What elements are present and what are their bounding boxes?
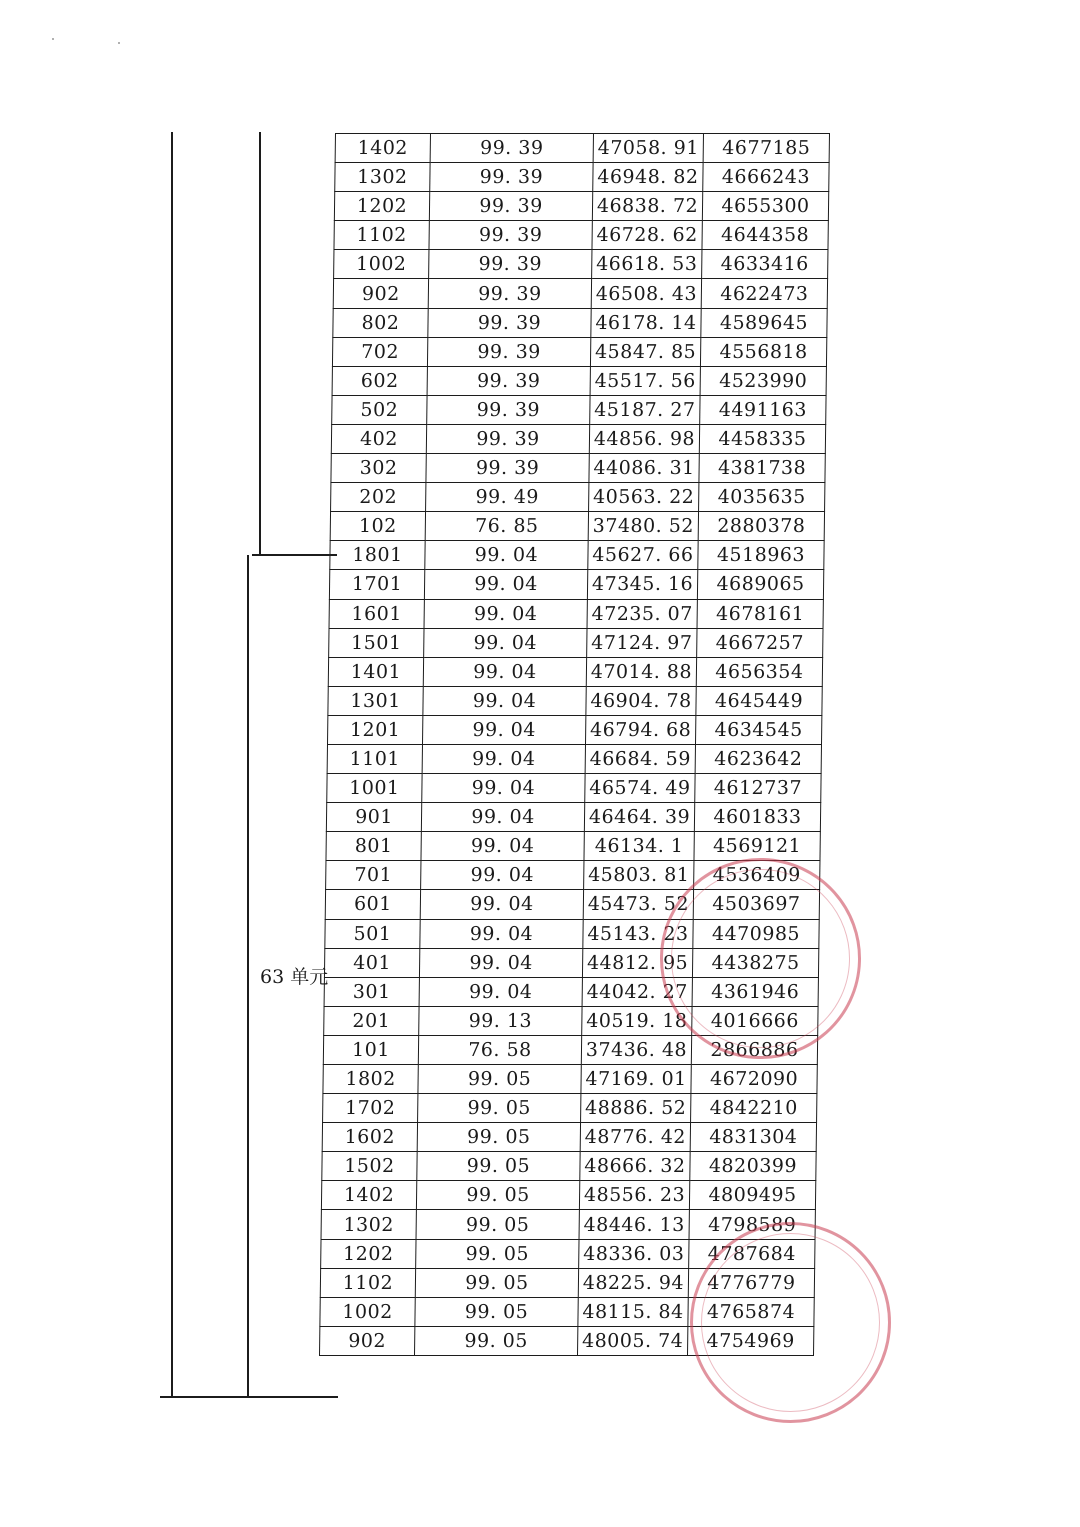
area-cell: 99. 04 (421, 861, 584, 890)
total-price-cell: 4016666 (692, 1006, 818, 1035)
unit-price-cell: 37480. 52 (588, 512, 698, 541)
area-cell: 99. 04 (420, 919, 583, 948)
area-cell: 99. 05 (415, 1297, 578, 1326)
area-cell: 99. 49 (426, 483, 589, 512)
room-number-cell: 401 (324, 948, 419, 977)
area-cell: 99. 39 (427, 366, 590, 395)
area-cell: 99. 05 (417, 1123, 580, 1152)
room-number-cell: 1002 (320, 1297, 415, 1326)
area-cell: 99. 04 (424, 628, 587, 657)
unit-price-cell: 45803. 81 (584, 861, 694, 890)
table-row (331, 483, 825, 512)
table-column-divider (247, 555, 249, 1397)
price-table (319, 133, 830, 1356)
table-row (328, 686, 822, 715)
total-price-cell: 4765874 (688, 1297, 814, 1326)
room-number-cell: 302 (331, 454, 426, 483)
table-row (334, 250, 828, 279)
table-row (329, 570, 823, 599)
area-cell: 99. 04 (424, 599, 587, 628)
room-number-cell: 1402 (335, 134, 430, 163)
room-number-cell: 602 (332, 366, 427, 395)
table-row (334, 192, 828, 221)
total-price-cell: 4503697 (693, 890, 819, 919)
room-number-cell: 1302 (335, 163, 430, 192)
area-cell: 99. 05 (416, 1210, 579, 1239)
total-price-cell: 4689065 (697, 570, 823, 599)
total-price-cell: 4831304 (690, 1123, 816, 1152)
unit-price-cell: 47235. 07 (587, 599, 697, 628)
unit-price-cell: 48005. 74 (577, 1326, 687, 1355)
area-cell: 99. 39 (429, 221, 592, 250)
room-number-cell: 501 (325, 919, 420, 948)
unit-price-cell: 45143. 23 (583, 919, 693, 948)
table-row (330, 541, 824, 570)
room-number-cell: 102 (330, 512, 425, 541)
table-row (319, 1326, 813, 1355)
room-number-cell: 101 (323, 1035, 418, 1064)
area-cell: 99. 05 (417, 1152, 580, 1181)
room-number-cell: 801 (326, 832, 421, 861)
area-cell: 99. 39 (428, 279, 591, 308)
table-left-border (171, 132, 173, 1397)
unit-price-cell: 47014. 88 (586, 657, 696, 686)
area-cell: 99. 04 (422, 774, 585, 803)
table-row (335, 134, 829, 163)
unit-price-cell: 46134. 1 (584, 832, 694, 861)
total-price-cell: 4656354 (696, 657, 822, 686)
table-row (332, 395, 826, 424)
unit-price-cell: 46794. 68 (585, 715, 695, 744)
table-row (333, 279, 827, 308)
total-price-cell: 4536409 (694, 861, 820, 890)
total-price-cell: 4470985 (693, 919, 819, 948)
total-price-cell: 2866886 (691, 1035, 817, 1064)
unit-price-cell: 45627. 66 (588, 541, 698, 570)
total-price-cell: 4458335 (699, 424, 825, 453)
table-row (321, 1210, 815, 1239)
room-number-cell: 1702 (323, 1094, 418, 1123)
area-cell: 99. 04 (419, 948, 582, 977)
total-price-cell: 4644358 (702, 221, 828, 250)
unit-price-cell: 48556. 23 (579, 1181, 689, 1210)
table-row (324, 1006, 818, 1035)
table-row (335, 163, 829, 192)
total-price-cell: 4655300 (702, 192, 828, 221)
table-row (325, 890, 819, 919)
room-number-cell: 402 (331, 424, 426, 453)
area-cell: 99. 39 (430, 134, 593, 163)
total-price-cell: 4678161 (697, 599, 823, 628)
area-cell: 99. 39 (426, 454, 589, 483)
room-number-cell: 1502 (322, 1152, 417, 1181)
table-row (325, 919, 819, 948)
scan-speck (52, 38, 54, 40)
room-number-cell: 1402 (321, 1181, 416, 1210)
table-row (332, 366, 826, 395)
room-number-cell: 802 (333, 308, 428, 337)
table-row (329, 628, 823, 657)
total-price-cell: 4667257 (697, 628, 823, 657)
unit-price-cell: 46838. 72 (592, 192, 702, 221)
total-price-cell: 4556818 (700, 337, 826, 366)
total-price-cell: 4569121 (694, 832, 820, 861)
room-number-cell: 1101 (327, 744, 422, 773)
unit-price-cell: 45847. 85 (590, 337, 700, 366)
room-number-cell: 1802 (323, 1065, 418, 1094)
table-row (323, 1065, 817, 1094)
area-cell: 99. 05 (415, 1268, 578, 1297)
area-cell: 99. 39 (428, 308, 591, 337)
room-number-cell: 502 (332, 395, 427, 424)
unit-price-cell: 46684. 59 (585, 744, 695, 773)
room-number-cell: 1302 (321, 1210, 416, 1239)
area-cell: 99. 39 (429, 192, 592, 221)
room-number-cell: 701 (326, 861, 421, 890)
room-number-cell: 1401 (328, 657, 423, 686)
unit-price-cell: 48886. 52 (581, 1094, 691, 1123)
table-row (320, 1297, 814, 1326)
unit-price-cell: 47345. 16 (587, 570, 697, 599)
unit-price-cell: 46728. 62 (592, 221, 702, 250)
total-price-cell: 4672090 (691, 1065, 817, 1094)
total-price-cell: 4633416 (702, 250, 828, 279)
unit-price-cell: 46948. 82 (593, 163, 703, 192)
total-price-cell: 4622473 (701, 279, 827, 308)
unit-price-cell: 46904. 78 (586, 686, 696, 715)
area-cell: 99. 04 (423, 657, 586, 686)
section-divider (252, 554, 337, 556)
room-number-cell: 1002 (334, 250, 429, 279)
table-row (331, 424, 825, 453)
unit-price-cell: 46178. 14 (591, 308, 701, 337)
unit-price-cell: 44812. 95 (582, 948, 692, 977)
room-number-cell: 1801 (330, 541, 425, 570)
table-row (330, 512, 824, 541)
room-number-cell: 1201 (327, 715, 422, 744)
unit-price-cell: 47169. 01 (581, 1065, 691, 1094)
table-row (326, 832, 820, 861)
table-row (322, 1152, 816, 1181)
area-cell: 99. 05 (414, 1326, 577, 1355)
total-price-cell: 4035635 (699, 483, 825, 512)
area-cell: 99. 39 (427, 337, 590, 366)
table-row (324, 948, 818, 977)
unit-price-cell: 48225. 94 (578, 1268, 688, 1297)
unit-price-cell: 48446. 13 (579, 1210, 689, 1239)
unit-price-cell: 44856. 98 (589, 424, 699, 453)
area-cell: 99. 05 (416, 1181, 579, 1210)
area-cell: 99. 05 (416, 1239, 579, 1268)
room-number-cell: 901 (326, 803, 421, 832)
room-number-cell: 1001 (327, 774, 422, 803)
scan-speck (118, 42, 120, 44)
total-price-cell: 4518963 (698, 541, 824, 570)
area-cell: 99. 04 (420, 890, 583, 919)
total-price-cell: 4612737 (695, 774, 821, 803)
table-row (321, 1239, 815, 1268)
unit-price-cell: 44042. 27 (582, 977, 692, 1006)
unit-price-cell: 46574. 49 (585, 774, 695, 803)
unit-price-cell: 37436. 48 (581, 1035, 691, 1064)
room-number-cell: 702 (332, 337, 427, 366)
unit-price-cell: 46618. 53 (592, 250, 702, 279)
total-price-cell: 4381738 (699, 454, 825, 483)
unit-price-cell: 40519. 18 (582, 1006, 692, 1035)
total-price-cell: 4601833 (694, 803, 820, 832)
area-cell: 99. 04 (423, 686, 586, 715)
total-price-cell: 4589645 (701, 308, 827, 337)
total-price-cell: 4438275 (692, 948, 818, 977)
table-row (326, 861, 820, 890)
table-row (327, 715, 821, 744)
table-row (329, 599, 823, 628)
room-number-cell: 1102 (334, 221, 429, 250)
unit-price-cell: 48776. 42 (580, 1123, 690, 1152)
unit-price-cell: 45473. 52 (583, 890, 693, 919)
area-cell: 99. 39 (426, 424, 589, 453)
room-number-cell: 201 (324, 1006, 419, 1035)
area-cell: 99. 04 (425, 541, 588, 570)
room-number-cell: 1601 (329, 599, 424, 628)
area-cell: 99. 04 (419, 977, 582, 1006)
room-number-cell: 1202 (321, 1239, 416, 1268)
unit-price-cell: 40563. 22 (589, 483, 699, 512)
total-price-cell: 4776779 (688, 1268, 814, 1297)
room-number-cell: 902 (319, 1326, 414, 1355)
unit-price-cell: 46464. 39 (584, 803, 694, 832)
unit-price-cell: 48666. 32 (580, 1152, 690, 1181)
area-cell: 99. 04 (421, 803, 584, 832)
table-row (327, 744, 821, 773)
table-row (323, 1094, 817, 1123)
area-cell: 99. 05 (418, 1065, 581, 1094)
area-cell: 99. 39 (429, 250, 592, 279)
table-row (323, 1035, 817, 1064)
area-cell: 99. 04 (424, 570, 587, 599)
unit-price-cell: 45187. 27 (590, 395, 700, 424)
price-table-body (319, 134, 829, 1356)
area-cell: 99. 05 (418, 1094, 581, 1123)
total-price-cell: 4798589 (689, 1210, 815, 1239)
room-number-cell: 1701 (329, 570, 424, 599)
total-price-cell: 4361946 (692, 977, 818, 1006)
total-price-cell: 4634545 (695, 715, 821, 744)
area-cell: 99. 04 (422, 715, 585, 744)
area-cell: 99. 39 (427, 395, 590, 424)
room-number-cell: 1301 (328, 686, 423, 715)
table-row (332, 337, 826, 366)
table-row (331, 454, 825, 483)
table-row (326, 803, 820, 832)
table-column-divider (259, 132, 261, 555)
total-price-cell: 4523990 (700, 366, 826, 395)
unit-price-cell: 47058. 91 (593, 134, 703, 163)
room-number-cell: 202 (331, 483, 426, 512)
area-cell: 76. 85 (425, 512, 588, 541)
room-number-cell: 1102 (320, 1268, 415, 1297)
total-price-cell: 4677185 (703, 134, 829, 163)
unit-price-cell: 44086. 31 (589, 454, 699, 483)
table-row (327, 774, 821, 803)
unit-price-cell: 47124. 97 (587, 628, 697, 657)
total-price-cell: 4809495 (689, 1181, 815, 1210)
table-row (320, 1268, 814, 1297)
unit-label: 63 单元 (260, 966, 329, 988)
total-price-cell: 4754969 (687, 1326, 813, 1355)
total-price-cell: 4787684 (689, 1239, 815, 1268)
table-row (334, 221, 828, 250)
table-row (321, 1181, 815, 1210)
table-row (322, 1123, 816, 1152)
unit-price-cell: 48336. 03 (579, 1239, 689, 1268)
area-cell: 99. 13 (419, 1006, 582, 1035)
table-row (333, 308, 827, 337)
room-number-cell: 902 (333, 279, 428, 308)
table-row (324, 977, 818, 1006)
total-price-cell: 2880378 (698, 512, 824, 541)
total-price-cell: 4666243 (703, 163, 829, 192)
total-price-cell: 4623642 (695, 744, 821, 773)
room-number-cell: 1602 (322, 1123, 417, 1152)
room-number-cell: 301 (324, 977, 419, 1006)
area-cell: 99. 04 (422, 744, 585, 773)
total-price-cell: 4842210 (691, 1094, 817, 1123)
table-row (328, 657, 822, 686)
room-number-cell: 1202 (334, 192, 429, 221)
unit-price-cell: 46508. 43 (591, 279, 701, 308)
area-cell: 76. 58 (418, 1035, 581, 1064)
total-price-cell: 4645449 (696, 686, 822, 715)
unit-price-cell: 45517. 56 (590, 366, 700, 395)
total-price-cell: 4491163 (700, 395, 826, 424)
area-cell: 99. 39 (430, 163, 593, 192)
area-cell: 99. 04 (421, 832, 584, 861)
room-number-cell: 601 (325, 890, 420, 919)
unit-price-cell: 48115. 84 (578, 1297, 688, 1326)
room-number-cell: 1501 (329, 628, 424, 657)
table-bottom-border (160, 1396, 338, 1398)
total-price-cell: 4820399 (690, 1152, 816, 1181)
